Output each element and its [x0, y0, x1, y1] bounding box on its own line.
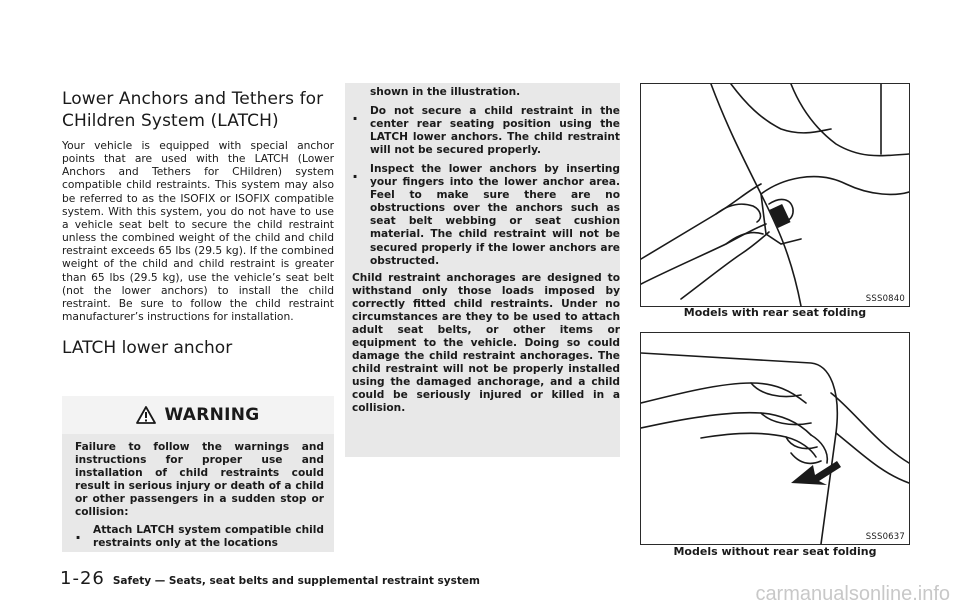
- intro-paragraph: Your vehicle is equipped with special anchor points that are used with the LATCH (Lower Anchors and Tethers for CHildren) system compatible child restraints. This system may also be referred to as the ISOFIX or ISOFIX compatible system. With this system, you do not have to use a vehicle seat belt to secure the child restraint unless the combined weight of the child and child restraint exceeds 65 lbs (29.5 kg). If the combined weight of the child and child restraint is greater than 65 lbs (29.5 kg), use the vehicle’s seat belt (not the lower anchors) to install the child restraint. Be sure to follow the child restraint manufacturer’s instructions for installation.: [62, 139, 334, 324]
- section-title: [62, 88, 334, 132]
- warning-bullet-1-continued: shown in the illustration.: [370, 86, 521, 98]
- section-title-line1: Lower Anchors and Tethers for: [62, 89, 324, 109]
- figure-no-rear-seat-folding: [640, 332, 910, 545]
- figure-caption: Models without rear seat folding: [673, 545, 877, 558]
- bullet-dot: .: [352, 105, 359, 125]
- warning-closing: Child restraint anchorages are designed to withstand only those loads imposed by correctly fitted child restraints. Under no circumstances are they to be used to attach adult seat belts, or other items or equipment to the vehicle. Doing so could damage the child restraint anchorages. The child restraint will not be properly installed using the damaged anchorage, and a child could be seriously injured or killed in a collision.: [352, 271, 620, 415]
- page-footer: [60, 568, 480, 589]
- warning-bullet: [75, 524, 324, 550]
- bullet-dot: .: [75, 523, 82, 543]
- warning-title: WARNING: [164, 405, 260, 425]
- figure-caption: Models with rear seat folding: [683, 306, 867, 319]
- warning-box: [62, 396, 334, 552]
- warning-triangle-icon: [136, 406, 156, 424]
- figure-code: SSS0637: [865, 532, 905, 542]
- warning-bullet-3: Inspect the lower anchors by inserting your fingers into the lower anchor area. Feel to make sure there are no obstructions over the anchors such as seat belt webbing or seat cushion material. The child restraint will not be secured properly if the lower anchors are obstructed.: [370, 163, 620, 267]
- bullet-dot: .: [352, 163, 359, 183]
- footer-title: Safety — Seats, seat belts and supplemental restraint system: [112, 575, 480, 587]
- bullet-spacer: [352, 86, 370, 99]
- warning-continued: [352, 86, 620, 415]
- warning-lead: Failure to follow the warnings and instructions for proper use and installation of child restraints could result in serious injury or death of a child or other passengers in a sudden stop or collision:: [75, 441, 324, 519]
- section-title-line2: CHildren System (LATCH): [62, 111, 279, 131]
- warning-bullet: [352, 163, 620, 267]
- figure-code: SSS0840: [865, 294, 905, 304]
- subheading: LATCH lower anchor: [62, 338, 233, 359]
- main-column: [62, 88, 334, 358]
- warning-bullet-2: Do not secure a child restraint in the center rear seating position using the LATCH lower anchors. The child restraint will not be secured properly.: [370, 105, 620, 157]
- warning-bullet-continued: [352, 86, 620, 99]
- warning-bullet-1: Attach LATCH system compatible child restraints only at the locations: [93, 523, 324, 549]
- warning-header: [62, 396, 334, 434]
- warning-bullet: [352, 105, 620, 157]
- watermark: carmanualsonline.info: [755, 583, 950, 605]
- seat-anchor-illustration: [641, 84, 909, 306]
- page-number: 1-26: [60, 568, 105, 589]
- seat-anchor-illustration: [641, 333, 909, 544]
- warning-body: [62, 434, 334, 550]
- figure-rear-seat-folding: [640, 83, 910, 307]
